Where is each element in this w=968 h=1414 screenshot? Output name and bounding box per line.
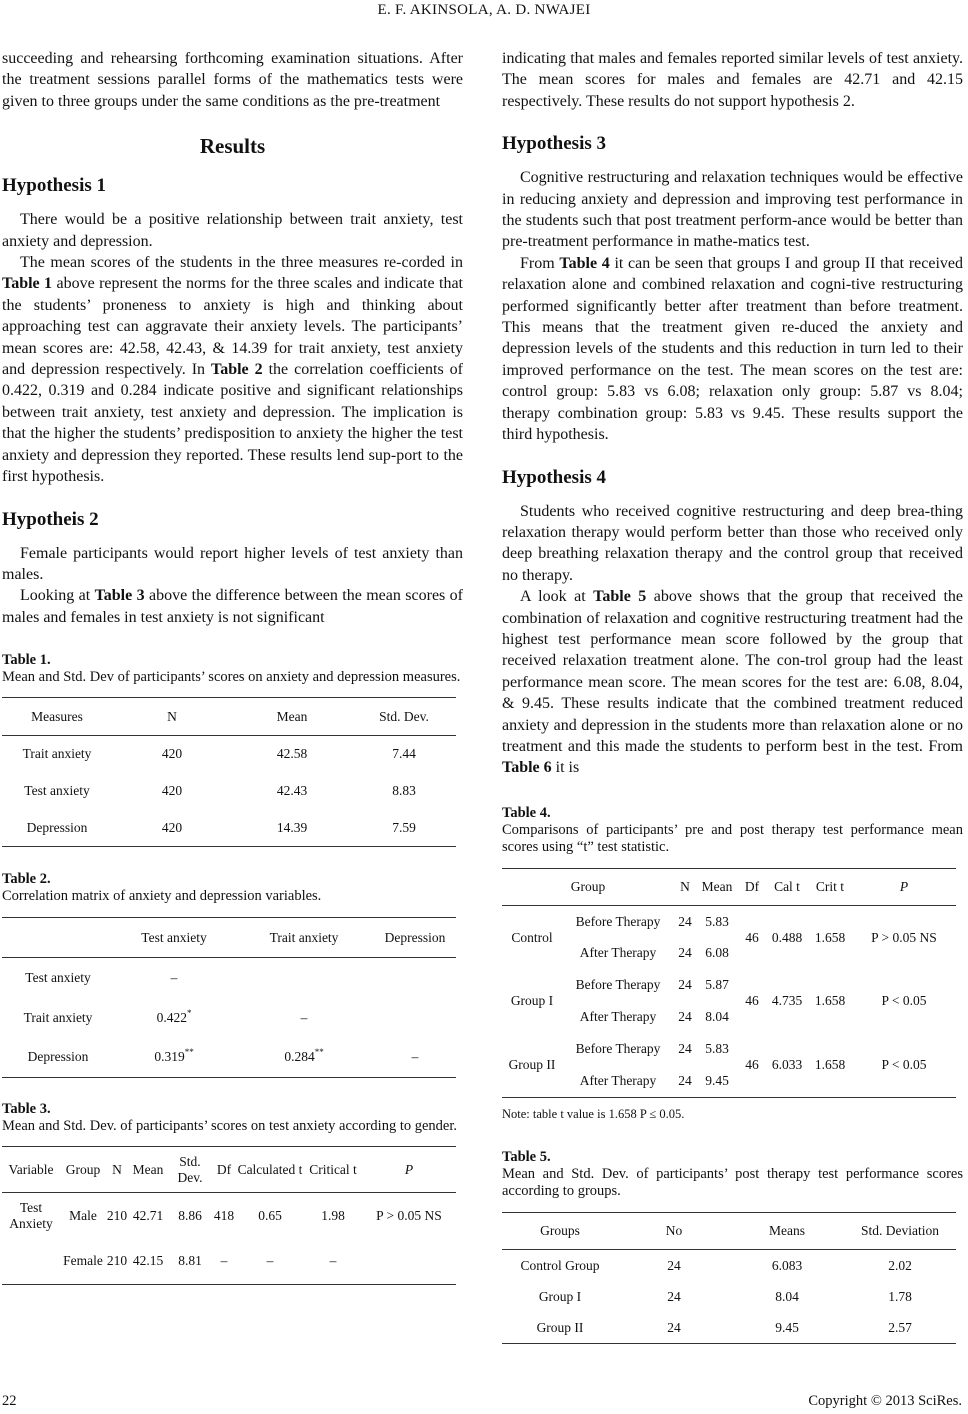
table-4-label: Table 4. xyxy=(502,804,551,821)
table-cell: 5.87 xyxy=(705,977,729,993)
table-cell: P > 0.05 NS xyxy=(871,929,937,945)
table-cell: 4.735 xyxy=(771,993,803,1009)
table-cell: Before Therapy xyxy=(575,1041,661,1057)
table-row xyxy=(2,810,456,847)
table-5-label: Table 5. xyxy=(502,1148,551,1165)
table-cell: Group I xyxy=(510,993,554,1009)
table-cell: Before Therapy xyxy=(575,977,661,993)
table-2-label: Table 2. xyxy=(2,871,51,888)
table-2-header: Trait anxiety xyxy=(269,929,339,945)
table-3-header: Df xyxy=(216,1161,232,1177)
table-cell: Male xyxy=(69,1207,97,1223)
table-cell: – xyxy=(411,1049,419,1065)
table-1-header: Mean xyxy=(276,708,308,724)
table-cell: 6.033 xyxy=(771,1057,803,1073)
table-cell: P < 0.05 xyxy=(881,993,927,1009)
table-cell: 14.39 xyxy=(276,819,308,835)
table-row xyxy=(2,1038,456,1078)
hypothesis-3-heading: Hypothesis 3 xyxy=(502,133,606,155)
table-4-header: Crit t xyxy=(815,878,845,894)
table-cell: 0.319** xyxy=(154,1047,194,1065)
table-row xyxy=(2,1193,456,1239)
page-number: 22 xyxy=(2,1393,17,1409)
hypothesis-4-heading: Hypothesis 4 xyxy=(502,466,606,488)
table-3-header: Variable xyxy=(8,1161,54,1177)
table-4-caption: Comparisons of participants’ pre and post therapy test performance mean scores using “t” test statistic. xyxy=(502,821,963,855)
table-cell: 2.02 xyxy=(888,1257,912,1273)
table-3-label: Table 3. xyxy=(2,1101,51,1118)
table-cell: 8.86 xyxy=(178,1207,202,1223)
hypothesis-1-statement: There would be a positive relationship between trait anxiety, test anxiety and depression. xyxy=(2,211,463,250)
table-cell: 1.658 xyxy=(814,993,846,1009)
table-cell: 24 xyxy=(678,1009,692,1025)
table-4-header: Cal t xyxy=(774,878,800,894)
table-cell: Depression xyxy=(26,819,88,835)
table-cell: 0.422* xyxy=(156,1007,192,1025)
table-cell: 24 xyxy=(667,1257,681,1273)
table-cell: 0.284** xyxy=(284,1047,324,1065)
table-cell: P < 0.05 xyxy=(881,1057,927,1073)
table-5-block xyxy=(502,1149,963,1344)
table-cell: 46 xyxy=(745,993,759,1009)
table-3-header: Calculated t xyxy=(237,1161,303,1177)
table-cell: 210 xyxy=(106,1253,128,1269)
table-cell: – xyxy=(329,1253,337,1269)
table-row xyxy=(502,1249,956,1281)
copyright-notice: Copyright © 2013 SciRes. xyxy=(808,1393,962,1409)
table-4-header: P xyxy=(899,878,909,894)
table-cell: 6.08 xyxy=(705,945,729,961)
table-cell: 210 xyxy=(106,1207,128,1223)
table-cell: 9.45 xyxy=(775,1319,799,1335)
left-column xyxy=(2,48,463,1285)
table-cell: 420 xyxy=(161,746,183,762)
table-row xyxy=(502,1033,956,1065)
hypothesis-2-conclusion: indicating that males and females reported similar levels of test anxiety. The mean scores for males and females are 42.71 and 42.15 respectively. These results do not support hypothesis 2. xyxy=(502,50,963,110)
table-cell: 420 xyxy=(161,783,183,799)
table-cell: 420 xyxy=(161,819,183,835)
table-cell: After Therapy xyxy=(579,945,657,961)
table-2-header: Depression xyxy=(384,929,446,945)
table-1-header: N xyxy=(167,708,177,724)
table-cell: 1.658 xyxy=(814,929,846,945)
table-cell: 6.083 xyxy=(771,1257,803,1273)
table-4 xyxy=(502,868,956,1098)
table-cell: – xyxy=(300,1009,308,1025)
table-cell: Control xyxy=(511,929,553,945)
table-5-header: Means xyxy=(769,1222,805,1238)
table-3-reference: Table 3 xyxy=(94,587,145,605)
hypothesis-2-discussion: Looking at Table 3 above the difference between the mean scores of males and females in test anxiety is not significant xyxy=(2,587,463,626)
hypothesis-2-statement: Female participants would report higher levels of test anxiety than males. xyxy=(2,544,463,583)
table-cell: Control Group xyxy=(520,1257,600,1273)
table-row xyxy=(2,773,456,810)
table-row xyxy=(502,1281,956,1312)
table-5-reference: Table 5 xyxy=(593,588,647,606)
table-2-caption: Correlation matrix of anxiety and depression variables. xyxy=(2,888,322,905)
table-4-header: Group xyxy=(570,878,606,894)
table-cell: After Therapy xyxy=(579,1073,657,1089)
results-heading: Results xyxy=(199,134,266,159)
hypothesis-4-discussion: A look at Table 5 above shows that the group that received the combination of relaxation and cognitive restructuring treatment had the highest test performance mean score followed by the group that received relaxation treatment alone. The con-trol group had the least performance mean score. The mean scores for the test are: 6.08, 8.04, & 9.45. These results indicate that the combined treatment reduced anxiety and depression in the students more than relaxation alone or no treatment and this made the students to perform best in the test. From Table 6 it is xyxy=(502,588,963,777)
table-5 xyxy=(502,1212,956,1344)
hypothesis-3-discussion: From Table 4 it can be seen that groups I and group II that received relaxation alone and combined relaxation and cogni-tive restructuring performed significantly better after treatment than before treatment. This means that the treatment given re-duced the anxiety and depression levels of the students and this reduction in turn led to their improved performance on the test. The mean scores on the test are: control group: 5.83 vs 6.08; relaxation only group: 5.87 vs 8.04; therapy combination group: 5.83 vs 9.45. These results support the third hypothesis. xyxy=(502,254,963,444)
table-cell: 24 xyxy=(678,945,692,961)
hypothesis-2-heading: Hypotheis 2 xyxy=(2,508,99,530)
table-cell: 24 xyxy=(678,977,692,993)
table-cell: 46 xyxy=(745,929,759,945)
table-1 xyxy=(2,697,456,847)
table-1-caption: Mean and Std. Dev of participants’ scores on anxiety and depression measures. xyxy=(2,669,461,686)
table-cell: 24 xyxy=(678,913,692,929)
table-row xyxy=(502,1312,956,1343)
table-3-header: Critical t xyxy=(309,1161,357,1177)
table-1-block xyxy=(2,652,463,847)
table-1-header: Std. Dev. xyxy=(379,708,429,724)
intro-paragraph: succeeding and rehearsing forthcoming examination situations. After the treatment sessions parallel forms of the mathematics tests were given to three groups under the same conditions as the pre-treatment xyxy=(2,50,463,110)
table-3 xyxy=(2,1146,456,1285)
table-3-header: Group xyxy=(65,1161,101,1177)
table-cell: Group I xyxy=(538,1288,582,1304)
table-4-reference: Table 4 xyxy=(559,254,610,272)
table-5-header: Std. Deviation xyxy=(861,1222,939,1238)
table-6-reference: Table 6 xyxy=(502,759,552,777)
table-cell: 46 xyxy=(745,1057,759,1073)
table-2-header: Test anxiety xyxy=(141,929,207,945)
table-row xyxy=(2,1239,456,1285)
table-cell: 42.58 xyxy=(276,746,308,762)
table-row xyxy=(2,736,456,773)
table-cell: 24 xyxy=(678,1073,692,1089)
right-column xyxy=(502,48,963,1344)
table-4-header: N xyxy=(680,878,690,894)
table-cell: 5.83 xyxy=(705,1041,729,1057)
table-cell: Test anxiety xyxy=(25,969,91,985)
table-cell: 1.98 xyxy=(321,1207,345,1223)
table-cell: Female xyxy=(63,1253,103,1269)
table-cell: 8.81 xyxy=(178,1253,202,1269)
table-4-block xyxy=(502,805,963,1122)
hypothesis-3-statement: Cognitive restructuring and relaxation techniques would be effective in reducing anxiety and depression and improving test performance in the students such that post treatment perform-ance would be better than pre-treatment performance in mathe-matics test. xyxy=(502,169,963,251)
table-4-header: Df xyxy=(744,878,760,894)
table-cell: Test anxiety xyxy=(24,783,90,799)
table-cell: – xyxy=(220,1253,228,1269)
table-cell: 7.59 xyxy=(392,819,416,835)
table-1-label: Table 1. xyxy=(2,652,51,669)
table-row xyxy=(502,969,956,1001)
table-cell: 1.78 xyxy=(888,1288,912,1304)
table-cell: Trait anxiety xyxy=(23,1009,93,1025)
table-cell: 24 xyxy=(667,1288,681,1304)
table-cell: 24 xyxy=(678,1041,692,1057)
table-cell: 8.04 xyxy=(705,1009,729,1025)
running-header: E. F. AKINSOLA, A. D. NWAJEI xyxy=(377,2,591,18)
table-cell: Before Therapy xyxy=(575,913,661,929)
table-3-header: P xyxy=(404,1161,414,1177)
table-cell: 418 xyxy=(213,1207,235,1223)
table-cell: Group II xyxy=(536,1319,584,1335)
table-row xyxy=(2,958,456,998)
hypothesis-4-statement: Students who received cognitive restructuring and deep brea-thing relaxation therapy would perform better than those who received only deep breathing relaxation therapy and the control group that received no therapy. xyxy=(502,502,963,584)
table-cell: Trait anxiety xyxy=(22,746,92,762)
table-5-header: Groups xyxy=(540,1222,580,1238)
table-2-block xyxy=(2,871,463,1078)
table-cell: After Therapy xyxy=(579,1009,657,1025)
table-cell: 0.65 xyxy=(258,1207,282,1223)
table-1-reference: Table 1 xyxy=(2,275,53,293)
table-cell: Depression xyxy=(27,1049,89,1065)
table-3-header: Std. Dev. xyxy=(177,1153,203,1185)
table-cell: 0.488 xyxy=(771,929,803,945)
table-cell: 42.71 xyxy=(132,1207,164,1223)
table-cell: 42.15 xyxy=(132,1253,164,1269)
table-cell: 8.04 xyxy=(775,1288,799,1304)
table-4-note: Note: table t value is 1.658 P ≤ 0.05. xyxy=(502,1106,685,1121)
table-3-header: Mean xyxy=(132,1161,164,1177)
table-3-header: N xyxy=(112,1161,122,1177)
hypothesis-1-heading: Hypothesis 1 xyxy=(2,175,106,197)
table-cell: 9.45 xyxy=(705,1073,729,1089)
table-2-header xyxy=(2,918,114,958)
table-cell: 42.43 xyxy=(276,783,308,799)
hypothesis-1-discussion: The mean scores of the students in the three measures re-corded in Table 1 above represent the norms for the three scales and indicate that the students’ proneness to anxiety is high and thinking about approaching test can aggravate their anxiety levels. The participants’ mean scores are: 42.58, 42.43, & 14.39 for trait anxiety, test anxiety and depression respectively. In Table 2 the correlation coefficients of 0.422, 0.319 and 0.284 indicate positive and significant relationships between trait anxiety, test anxiety and depression. The implication is that the higher the students’ predisposition to anxiety the higher the test anxiety and depression they reported. These results lend sup-port to the first hypothesis. xyxy=(2,254,464,486)
table-2-reference: Table 2 xyxy=(211,361,263,379)
table-cell: 24 xyxy=(667,1319,681,1335)
table-1-header: Measures xyxy=(31,708,83,724)
table-cell: – xyxy=(170,969,178,985)
table-cell: 1.658 xyxy=(814,1057,846,1073)
table-cell: – xyxy=(266,1253,274,1269)
table-4-header: Mean xyxy=(701,878,733,894)
table-cell: 5.83 xyxy=(705,913,729,929)
table-cell: Group II xyxy=(508,1057,556,1073)
table-2 xyxy=(2,917,456,1078)
table-5-caption: Mean and Std. Dev. of participants’ post therapy test performance scores according to groups. xyxy=(502,1165,963,1199)
table-5-header: No xyxy=(665,1222,683,1238)
table-3-block xyxy=(2,1101,463,1285)
table-cell: P > 0.05 NS xyxy=(376,1207,442,1223)
table-row xyxy=(502,905,956,937)
table-cell: 7.44 xyxy=(392,746,416,762)
table-3-caption: Mean and Std. Dev. of participants’ scores on test anxiety according to gender. xyxy=(2,1118,458,1135)
table-cell: 8.83 xyxy=(392,783,416,799)
table-cell: Test Anxiety xyxy=(9,1199,53,1231)
table-row xyxy=(2,998,456,1038)
table-cell: 2.57 xyxy=(888,1319,912,1335)
